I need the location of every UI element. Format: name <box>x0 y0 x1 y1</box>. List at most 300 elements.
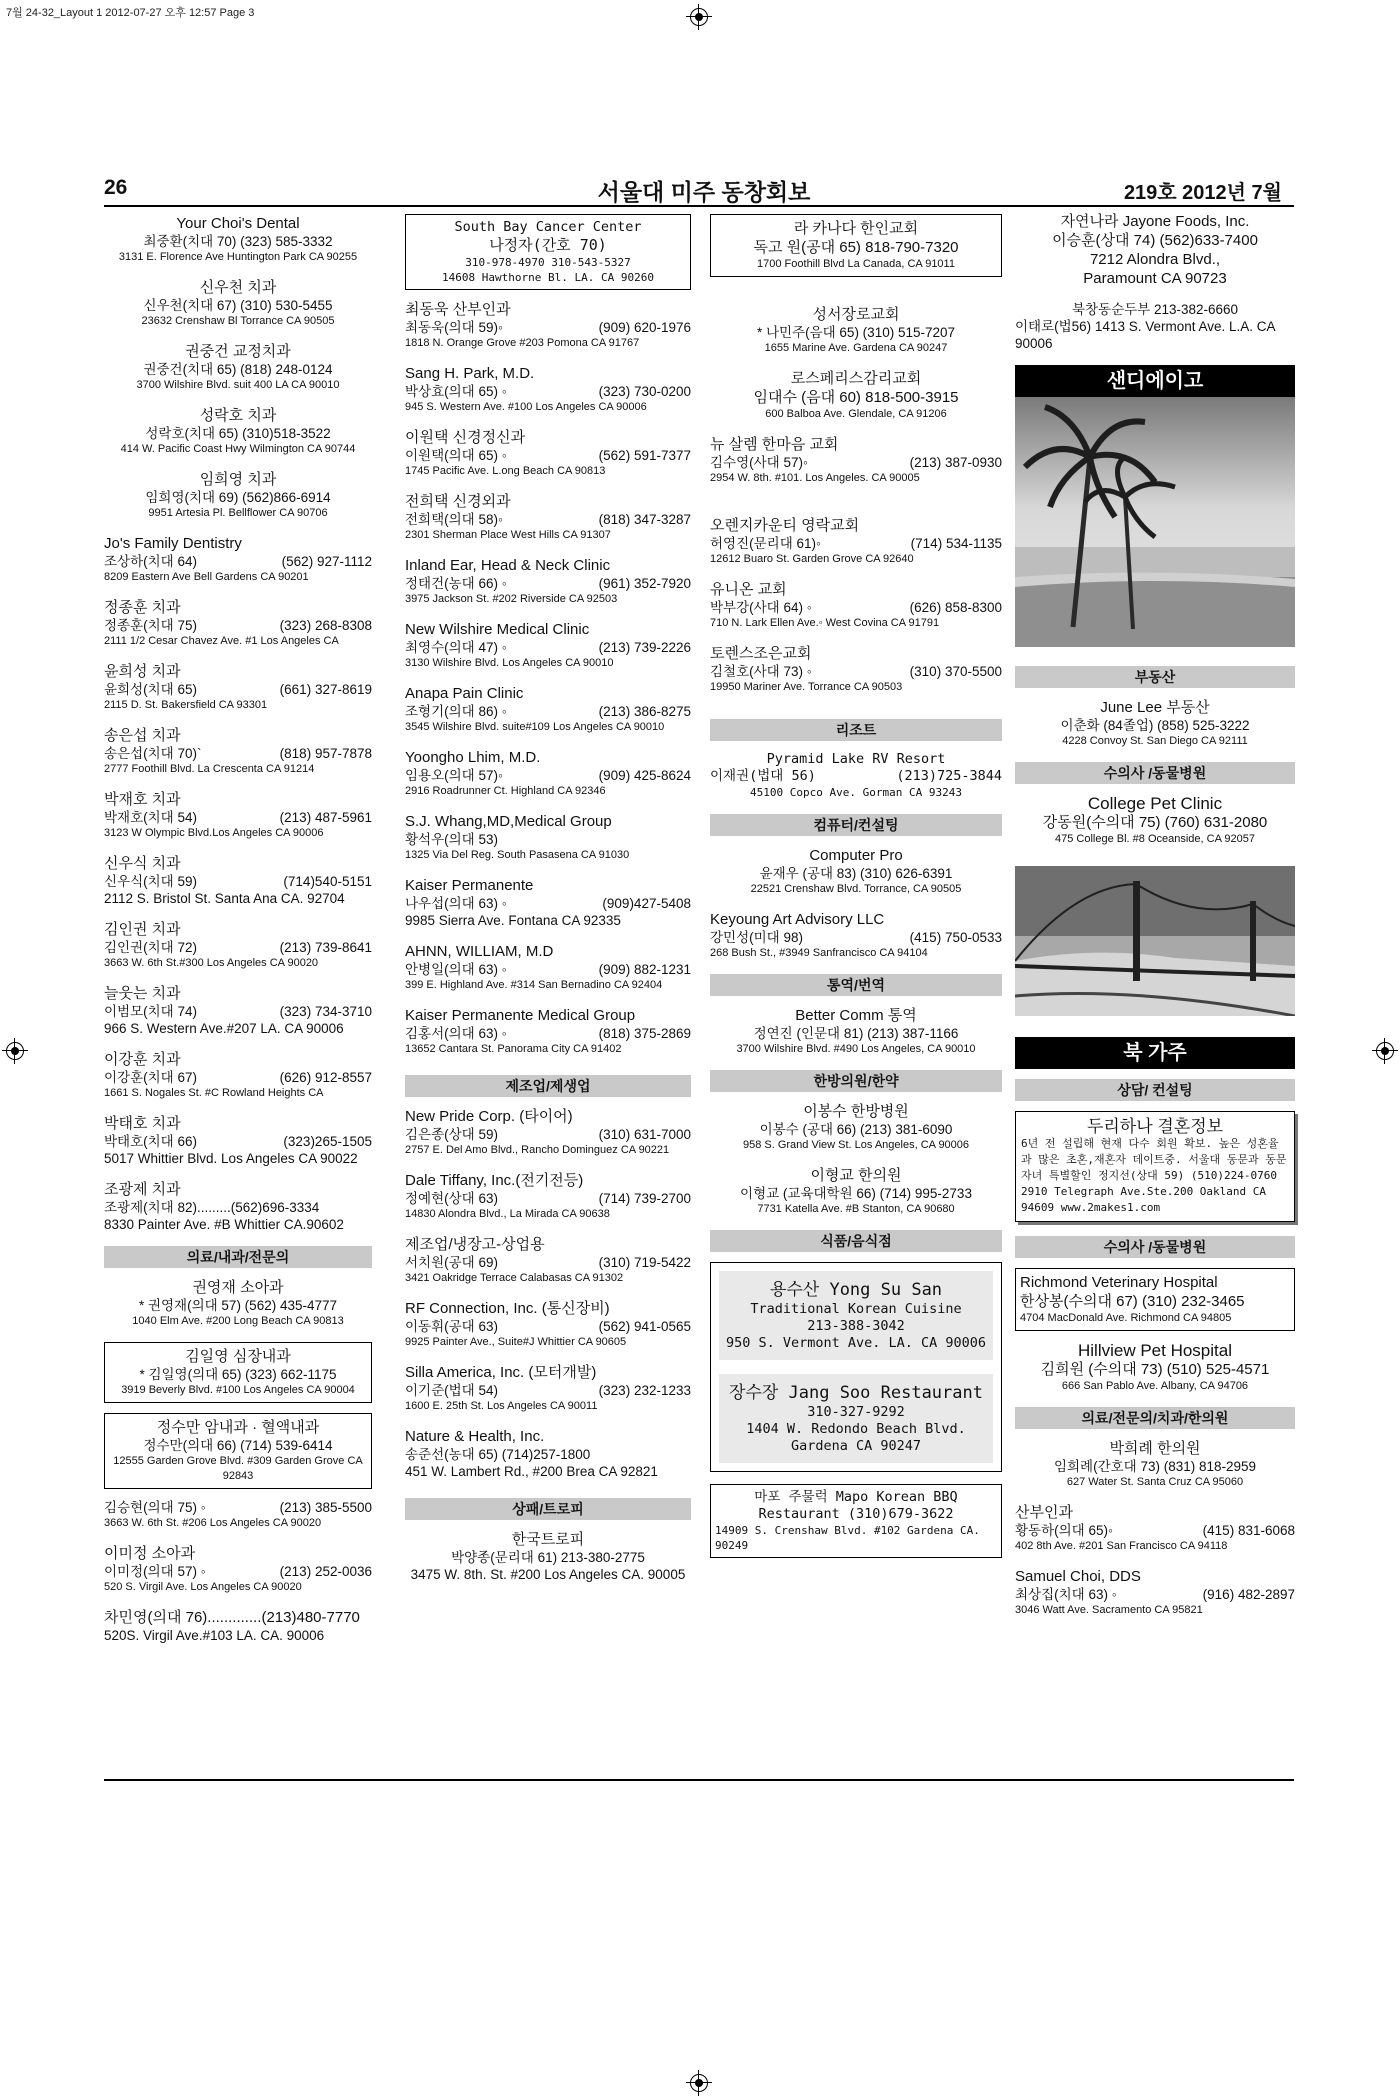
listing <box>405 1006 691 1057</box>
header-rule <box>104 205 1294 207</box>
listing-contact <box>104 1003 372 1020</box>
boxed-listing <box>1015 1268 1295 1331</box>
column-2 <box>405 214 691 1596</box>
listing <box>104 1050 372 1101</box>
listing <box>405 364 691 415</box>
listing-name: 이기준(법대 54) <box>405 1383 498 1398</box>
listing <box>710 1166 1002 1217</box>
listing <box>710 369 1002 422</box>
listing-contact: 신우천(치대 67) (310) 530-5455 <box>143 298 333 313</box>
listing-title: 늘웃는 치과 <box>104 985 181 1002</box>
listing-title: New Pride Corp. (타이어) <box>405 1108 573 1125</box>
listing-title: Anapa Pain Clinic <box>405 685 524 702</box>
listing-contact <box>710 535 1002 552</box>
boxed-listing <box>104 1342 372 1403</box>
listing-title: RF Connection, Inc. (통신장비) <box>405 1300 610 1317</box>
listing <box>104 534 372 585</box>
listing <box>710 435 1002 486</box>
listing-phone: (213) 487-5961 <box>279 810 372 825</box>
listing <box>104 1544 372 1595</box>
listing-address: 2112 S. Bristol St. Santa Ana CA. 92704 <box>104 891 345 906</box>
listing-address: 2954 W. 8th. #101. Los Angeles. CA 90005 <box>710 472 920 484</box>
listing-address: 1600 E. 25th St. Los Angeles CA 90011 <box>405 1400 598 1412</box>
listing-contact <box>405 1382 691 1399</box>
listing-address: 3123 W Olympic Blvd.Los Angeles CA 90006 <box>104 827 324 839</box>
section-header: 수의사 /동물병원 <box>1015 762 1295 784</box>
listing <box>104 470 372 521</box>
listing-address: 1745 Pacific Ave. L.ong Beach CA 90813 <box>405 465 606 477</box>
listing-phone: (626) 858-8300 <box>909 600 1002 615</box>
listing-contact: 이봉수 (공대 66) (213) 381-6090 <box>759 1122 953 1137</box>
listing <box>104 1114 372 1167</box>
listing <box>104 1499 372 1531</box>
listing-address: 14830 Alondra Blvd., La Mirada CA 90638 <box>405 1208 610 1220</box>
listing-name: 송은섭(치대 70)` <box>104 746 202 761</box>
listing-contact <box>405 961 691 978</box>
listing-address: 2301 Sherman Place West Hills CA 91307 <box>405 529 611 541</box>
boxed-listing <box>405 214 691 290</box>
listing-address: 9951 Artesia Pl. Bellflower CA 90706 <box>148 507 328 519</box>
listing-title: New Wilshire Medical Clinic <box>405 621 590 638</box>
listing-contact: 임희례(간호대 73) (831) 818-2959 <box>1053 1459 1257 1474</box>
listing-contact <box>405 895 691 912</box>
listing-address: 3475 W. 8th. St. #200 Los Angeles CA. 90005 <box>410 1567 686 1582</box>
listing-phone: (213) 385-5500 <box>279 1500 372 1515</box>
listing-address: 4228 Convoy St. San Diego CA 92111 <box>1062 735 1248 747</box>
listing-address: 451 W. Lambert Rd., #200 Brea CA 92821 <box>405 1464 658 1479</box>
listing-contact <box>1015 1522 1295 1539</box>
listing-title: 김인권 치과 <box>104 921 181 938</box>
listing-address: 23632 Crenshaw Bl Torrance CA 90505 <box>141 315 335 327</box>
listing-contact <box>405 447 691 464</box>
listing-phone: (323) 232-1233 <box>598 1383 691 1398</box>
listing-phone: (213) 386-8275 <box>598 704 691 719</box>
listing-contact: 이춘화 (84졸업) (858) 525-3222 <box>1060 718 1250 733</box>
listing-name: 김철호(사대 73) ◦ <box>710 664 812 679</box>
listing-title: 산부인과 <box>1015 1504 1073 1521</box>
listing-title: 라 카나다 한인교회 <box>793 220 919 237</box>
listing-address: 1818 N. Orange Grove #203 Pomona CA 91767 <box>405 337 640 349</box>
listing-title: Jo's Family Dentistry <box>104 535 242 552</box>
listing-address: 966 S. Western Ave.#207 LA. CA 90006 <box>104 1021 344 1036</box>
listing-contact <box>405 511 691 528</box>
listing-title: 한국트로피 <box>511 1531 585 1548</box>
listing <box>710 846 1002 897</box>
listing-address: 3663 W. 6th St. #206 Los Angeles CA 90020 <box>104 1517 322 1529</box>
listing-phone: (323)265-1505 <box>283 1134 372 1149</box>
listing <box>405 1299 691 1350</box>
listing-phone: (818) 347-3287 <box>598 512 691 527</box>
section-header: 통역/번역 <box>710 974 1002 996</box>
listing-phone: (323) 734-3710 <box>279 1004 372 1019</box>
listing-phone: (213) 739-8641 <box>279 940 372 955</box>
boxed-listing <box>1015 1111 1295 1222</box>
listing <box>104 984 372 1037</box>
listing-title: Hillview Pet Hospital <box>1078 1341 1232 1360</box>
listing <box>710 305 1002 356</box>
listing-contact <box>405 639 691 656</box>
listing-phone: (961) 352-7920 <box>598 576 691 591</box>
listing <box>104 662 372 713</box>
listing <box>104 790 372 841</box>
listing-contact <box>405 319 691 336</box>
listing <box>104 1180 372 1233</box>
column-1 <box>104 214 372 1657</box>
listing <box>104 726 372 777</box>
listing-title: 이원택 신경정신과 <box>405 429 526 446</box>
registration-mark-icon <box>686 4 712 30</box>
listing-address: 3046 Watt Ave. Sacramento CA 95821 <box>1015 1604 1203 1616</box>
listing-contact <box>104 617 372 634</box>
listing-contact <box>104 1499 372 1516</box>
listing-address: 3975 Jackson St. #202 Riverside CA 92503 <box>405 593 618 605</box>
listing-name: 이강훈(치대 67) <box>104 1070 197 1085</box>
listing-title: 이미정 소아과 <box>104 1545 196 1562</box>
listing-contact <box>104 1069 372 1086</box>
restaurant-ad <box>719 1374 993 1463</box>
listing <box>405 1171 691 1222</box>
listing-phone: (415) 750-0533 <box>909 930 1002 945</box>
listing-contact <box>405 1318 691 1335</box>
listing <box>405 876 691 929</box>
listing-title: 이봉수 한방병원 <box>803 1103 909 1120</box>
palm-beach-photo <box>1015 397 1295 647</box>
listing-address: 3545 Wilshire Blvd. suite#109 Los Angeles CA 90010 <box>405 721 665 733</box>
listing-title: Inland Ear, Head & Neck Clinic <box>405 557 611 574</box>
listing <box>710 580 1002 631</box>
listing-contact <box>405 1254 691 1271</box>
listing-address: 399 E. Highland Ave. #314 San Bernadino CA 92404 <box>405 979 663 991</box>
listing-contact: 310-978-4970 310-543-5327 <box>465 256 631 269</box>
section-header: 부동산 <box>1015 666 1295 688</box>
listing-phone: (714) 534-1135 <box>910 536 1002 551</box>
listing-name: 이범모(치대 74) <box>104 1004 197 1019</box>
listing <box>104 342 372 393</box>
listing-contact <box>710 454 1002 471</box>
listing-contact: * 권영재(의대 57) (562) 435-4777 <box>138 1298 338 1313</box>
listing-contact: 권중건(치대 65) (818) 248-0124 <box>143 362 333 377</box>
print-slug: 7월 24-32_Layout 1 2012-07-27 오후 12:57 Page 3 <box>6 7 255 19</box>
listing-address: 475 College Bl. #8 Oceanside, CA 92057 <box>1055 833 1255 845</box>
boxed-listing <box>710 214 1002 277</box>
listing-address: 3421 Oakridge Terrace Calabasas CA 91302 <box>405 1272 624 1284</box>
listing-name: 정태건(농대 66) ◦ <box>405 576 507 591</box>
listing-address: 13652 Cantara St. Panorama City CA 91402 <box>405 1043 622 1055</box>
listing-phone: (310) 370-5500 <box>909 664 1002 679</box>
listing <box>1015 1567 1295 1618</box>
listing <box>104 406 372 457</box>
listing-body: 6년 전 설립해 현재 다수 회원 확보. 높은 성혼율과 많은 초혼,재혼자 데이트중. 서울대 동문과 동문자녀 특별할인 정지선(상대 59) (510)224-0760 2910 Telegraph Ave.Ste.200 Oakland CA 94609 www.2makes1.com <box>1021 1137 1287 1214</box>
listing-title: 제조업/냉장고-상업용 <box>405 1236 545 1253</box>
section-header: 한방의원/한약 <box>710 1070 1002 1092</box>
publication-title: 서울대 미주 동창회보 <box>597 179 811 205</box>
listing-name: 김수영(사대 57)◦ <box>710 455 808 470</box>
listing-phone: (562) 591-7377 <box>598 448 691 463</box>
listing-title: Richmond Veterinary Hospital <box>1020 1274 1218 1291</box>
listing-phone: (818) 375-2869 <box>598 1026 691 1041</box>
listing-name: 최영수(의대 47) ◦ <box>405 640 507 655</box>
listing <box>104 1608 372 1644</box>
listing <box>405 300 691 351</box>
listing <box>405 684 691 735</box>
listing-name: 이원택(의대 65) ◦ <box>405 448 507 463</box>
listing-address: 3130 Wilshire Blvd. Los Angeles CA 90010 <box>405 657 614 669</box>
listing-name: 서치원(공대 69) <box>405 1255 498 1270</box>
restaurant-phone: 310-327-9292 <box>807 1404 905 1420</box>
listing <box>104 598 372 649</box>
listing-name: 조상하(치대 64) <box>104 554 197 569</box>
restaurant-phone: 213-388-3042 <box>807 1318 905 1334</box>
listing <box>405 428 691 479</box>
listing-name: 안병일(의대 63) ◦ <box>405 962 507 977</box>
listing-title: 유니온 교회 <box>710 581 787 598</box>
listing-name: 김홍서(의대 63) ◦ <box>405 1026 507 1041</box>
listing-title: 로스페리스감리교회 <box>790 370 922 387</box>
listing-contact: 성락호(치대 65) (310)518-3522 <box>145 426 331 441</box>
restaurant-phone: Restaurant (310)679-3622 <box>758 1506 954 1522</box>
listing-name: 정종훈(치대 75) <box>104 618 197 633</box>
listing-title: Pyramid Lake RV Resort <box>766 751 946 767</box>
listing-address: 666 San Pablo Ave. Albany, CA 94706 <box>1061 1380 1249 1392</box>
listing-contact <box>405 767 691 784</box>
listing-title: Samuel Choi, DDS <box>1015 1568 1141 1585</box>
listing-title: 최동욱 산부인과 <box>405 301 511 318</box>
listing-name: 윤희성(치대 65) <box>104 682 197 697</box>
listing-name: 조형기(의대 86) ◦ <box>405 704 507 719</box>
listing-contact: 이승훈(상대 74) (562)633-7400 <box>1052 232 1258 249</box>
listing-title: 두리하나 결혼정보 <box>1086 1117 1224 1136</box>
column-4 <box>1015 212 1295 1631</box>
listing-contact: 독고 원(공대 65) 818-790-7320 <box>753 239 959 256</box>
listing-contact <box>405 1025 691 1042</box>
listing-title: Kaiser Permanente <box>405 877 534 894</box>
page-number: 26 <box>104 176 128 199</box>
listing-phone: (323) 730-0200 <box>598 384 691 399</box>
listing-name: 박부강(사대 64) ◦ <box>710 600 812 615</box>
listing-title: Nature & Health, Inc. <box>405 1428 545 1445</box>
listing-address: 9925 Painter Ave., Suite#J Whittier CA 90605 <box>405 1336 627 1348</box>
listing-contact: 차민영(의대 76).............(213)480-7770 <box>104 1609 360 1626</box>
listing-name: 최상집(치대 63) ◦ <box>1015 1587 1117 1602</box>
listing-contact <box>104 1133 372 1150</box>
listing-name: 김승현(의대 75) ◦ <box>104 1500 206 1515</box>
listing-phone: (213) 739-2226 <box>598 640 691 655</box>
listing-contact: 이형교 (교육대학원 66) (714) 995-2733 <box>740 1186 972 1201</box>
listing <box>405 812 691 863</box>
section-header: 상패/트로피 <box>405 1498 691 1520</box>
listing <box>710 910 1002 961</box>
listing-phone: (415) 831-6068 <box>1202 1523 1295 1538</box>
boxed-listing <box>104 1413 372 1489</box>
listing-name: 박태호(치대 66) <box>104 1134 197 1149</box>
listing <box>1015 794 1295 847</box>
listing-phone: (909) 882-1231 <box>598 962 691 977</box>
listing-address: 12612 Buaro St. Garden Grove CA 92640 <box>710 553 914 565</box>
listing-title: S.J. Whang,MD,Medical Group <box>405 813 612 830</box>
listing-title: Keyoung Art Advisory LLC <box>710 911 885 928</box>
listing-contact <box>104 939 372 956</box>
listing-name: 신우식(치대 59) <box>104 874 197 889</box>
restaurant-box <box>710 1262 1002 1472</box>
listing-contact <box>405 575 691 592</box>
listing-name: 나정자(간호 70) <box>489 236 607 254</box>
listing-address: 1040 Elm Ave. #200 Long Beach CA 90813 <box>132 1315 344 1327</box>
listing-address: 1661 S. Nogales St. #C Rowland Heights CA <box>104 1087 324 1099</box>
listing-title: 윤희성 치과 <box>104 663 181 680</box>
listing-phone: (714) 739-2700 <box>598 1191 691 1206</box>
listing <box>1015 301 1295 352</box>
listing-title: 권영재 소아과 <box>192 1279 284 1296</box>
listing-contact <box>405 1126 691 1143</box>
listing <box>405 1530 691 1583</box>
listing-contact: 임대수 (음대 60) 818-500-3915 <box>753 389 959 406</box>
listing-contact: 조광제(치대 82).........(562)696-3334 <box>104 1200 320 1215</box>
section-header: 수의사 /동물병원 <box>1015 1236 1295 1258</box>
listing-address: 22521 Crenshaw Blvd. Torrance, CA 90505 <box>750 883 962 895</box>
restaurant-address: 14909 S. Crenshaw Blvd. #102 Gardena CA. 90249 <box>715 1524 980 1552</box>
listing-address: 9985 Sierra Ave. Fontana CA 92335 <box>405 913 621 928</box>
listing-phone: (714)540-5151 <box>283 874 372 889</box>
page-header <box>104 174 1294 204</box>
listing-contact <box>1015 1586 1295 1603</box>
listing-address: 12555 Garden Grove Blvd. #309 Garden Grove CA 92843 <box>113 1455 363 1482</box>
boxed-listing <box>710 1484 1002 1558</box>
listing-title: Kaiser Permanente Medical Group <box>405 1007 636 1024</box>
listing-title: 전희택 신경외과 <box>405 493 511 510</box>
listing <box>405 556 691 607</box>
listing <box>710 1006 1002 1057</box>
listing-name: 김은종(상대 59) <box>405 1127 498 1142</box>
listing <box>405 1107 691 1158</box>
section-header: 식품/음식점 <box>710 1230 1002 1252</box>
listing-contact: 이태로(법56) 1413 S. Vermont Ave. L.A. CA 90006 <box>1015 319 1275 351</box>
listing-title: 신우식 치과 <box>104 855 181 872</box>
listing-name: 강민성(미대 98) <box>710 930 803 945</box>
listing-address: 414 W. Pacific Coast Hwy Wilmington CA 90744 <box>120 443 356 455</box>
listing-contact <box>104 553 372 570</box>
listing-contact <box>104 873 372 890</box>
listing-title: 정종훈 치과 <box>104 599 181 616</box>
listing-title: Yoongho Lhim, M.D. <box>405 749 541 766</box>
listing-name: 이미정(의대 57) ◦ <box>104 1564 206 1579</box>
restaurant-name: 용수산 Yong Su San <box>769 1280 943 1300</box>
listing <box>104 214 372 265</box>
listing-address: 268 Bush St., #3949 Sanfrancisco CA 94104 <box>710 947 928 959</box>
listing-contact: 윤재우 (공대 83) (310) 626-6391 <box>759 866 953 881</box>
listing <box>1015 212 1295 288</box>
listing-address: 8330 Painter Ave. #B Whittier CA.90602 <box>104 1217 344 1232</box>
listing-title: 뉴 살렘 한마음 교회 <box>710 436 839 453</box>
listing-name: 김인권(치대 72) <box>104 940 197 955</box>
listing-title: Sang H. Park, M.D. <box>405 365 535 382</box>
section-header: 의료/내과/전문의 <box>104 1246 372 1268</box>
listing-address: 520S. Virgil Ave.#103 LA. CA. 90006 <box>104 1628 325 1643</box>
listing-title: College Pet Clinic <box>1087 794 1223 813</box>
listing-phone: (916) 482-2897 <box>1202 1587 1295 1602</box>
listing-title: 박희례 한의원 <box>1109 1440 1201 1457</box>
listing-address: 520 S. Virgil Ave. Los Angeles CA 90020 <box>104 1581 302 1593</box>
listing-phone: (213)725-3844 <box>896 768 1002 784</box>
listing-title: 성락호 치과 <box>199 407 277 424</box>
listing-address: 7731 Katella Ave. #B Stanton, CA 90680 <box>757 1203 955 1215</box>
listing <box>710 1102 1002 1153</box>
listing-address: 45100 Copco Ave. Gorman CA 93243 <box>750 786 962 799</box>
listing-contact <box>405 1190 691 1207</box>
restaurant-address: 1404 W. Redondo Beach Blvd. <box>746 1421 966 1437</box>
listing <box>1015 1439 1295 1490</box>
listing-phone: (310) 631-7000 <box>598 1127 691 1142</box>
listing-phone: (818) 957-7878 <box>279 746 372 761</box>
listing-title: 임희영 치과 <box>199 471 277 488</box>
listing-title: 박태호 치과 <box>104 1115 181 1132</box>
listing <box>710 644 1002 695</box>
listing-phone: (661) 327-8619 <box>279 682 372 697</box>
listing-name: 임용오(의대 57)◦ <box>405 768 503 783</box>
listing-address: 3131 E. Florence Ave Huntington Park CA 90255 <box>118 251 358 263</box>
section-header: 제조업/제생업 <box>405 1075 691 1097</box>
listing-name: 황동하(의대 65)◦ <box>1015 1523 1113 1538</box>
listing-address: 710 N. Lark Ellen Ave.◦ West Covina CA 91791 <box>710 617 940 629</box>
section-header: 리조트 <box>710 719 1002 741</box>
listing-phone: (213) 387-0930 <box>909 455 1002 470</box>
listing-contact: 최중환(치대 70) (323) 585-3332 <box>143 234 333 249</box>
listing-contact: 정수만(의대 66) (714) 539-6414 <box>143 1438 333 1453</box>
restaurant-ad <box>719 1271 993 1360</box>
listing-address: 1655 Marine Ave. Gardena CA 90247 <box>764 342 948 354</box>
listing-title: 김일영 심장내과 <box>185 1348 291 1365</box>
restaurant-city: Gardena CA 90247 <box>790 1438 922 1454</box>
listing-title: 이형교 한의원 <box>810 1167 902 1184</box>
listing-address: 3663 W. 6th St.#300 Los Angeles CA 90020 <box>104 957 319 969</box>
listing-contact <box>405 383 691 400</box>
listing-name: 박상효(의대 65) ◦ <box>405 384 507 399</box>
listing <box>104 278 372 329</box>
listing-contact: 송준선(농대 65) (714)257-1800 <box>405 1447 591 1462</box>
registration-mark-icon <box>686 2070 712 2096</box>
restaurant-address: 950 S. Vermont Ave. LA. CA 90006 <box>725 1335 987 1351</box>
listing-address: 627 Water St. Santa Cruz CA 95060 <box>1066 1476 1244 1488</box>
listing-contact: 강동원(수의대 75) (760) 631-2080 <box>1042 814 1268 831</box>
issue-label: 219호 2012년 7월 <box>1123 182 1282 204</box>
listing-title: Your Choi's Dental <box>176 215 300 232</box>
listing-name: 나우섭(의대 63) ◦ <box>405 896 507 911</box>
listing-contact <box>710 768 1002 785</box>
listing-contact <box>710 663 1002 680</box>
listing <box>104 854 372 907</box>
listing <box>1015 698 1295 749</box>
footer-rule <box>104 1779 1294 1781</box>
listing-address: 2115 D. St. Bakersfield CA 93301 <box>104 699 268 711</box>
listing-name: 허영진(문리대 61)◦ <box>710 536 821 551</box>
listing-title: 이강훈 치과 <box>104 1051 181 1068</box>
region-banner: 샌디에이고 <box>1015 365 1295 397</box>
listing-address: 945 S. Western Ave. #100 Los Angeles CA 90006 <box>405 401 647 413</box>
listing-address: 958 S. Grand View St. Los Angeles, CA 90006 <box>742 1139 970 1151</box>
listing <box>405 748 691 799</box>
listing <box>1015 1341 1295 1394</box>
listing-address: 8209 Eastern Ave Bell Gardens CA 90201 <box>104 571 309 583</box>
listing-contact <box>104 809 372 826</box>
golden-gate-bridge-photo <box>1015 866 1295 1016</box>
listing-name: 이동휘(공대 63) <box>405 1319 498 1334</box>
listing <box>405 1427 691 1480</box>
listing-phone: (909)427-5408 <box>602 896 691 911</box>
listing <box>104 1278 372 1329</box>
listing-title: 조광제 치과 <box>104 1181 181 1198</box>
listing-address: 14608 Hawthorne Bl. LA. CA 90260 <box>442 271 654 284</box>
listing-phone: (909) 620-1976 <box>598 320 691 335</box>
listing-phone: (562) 927-1112 <box>281 554 372 569</box>
